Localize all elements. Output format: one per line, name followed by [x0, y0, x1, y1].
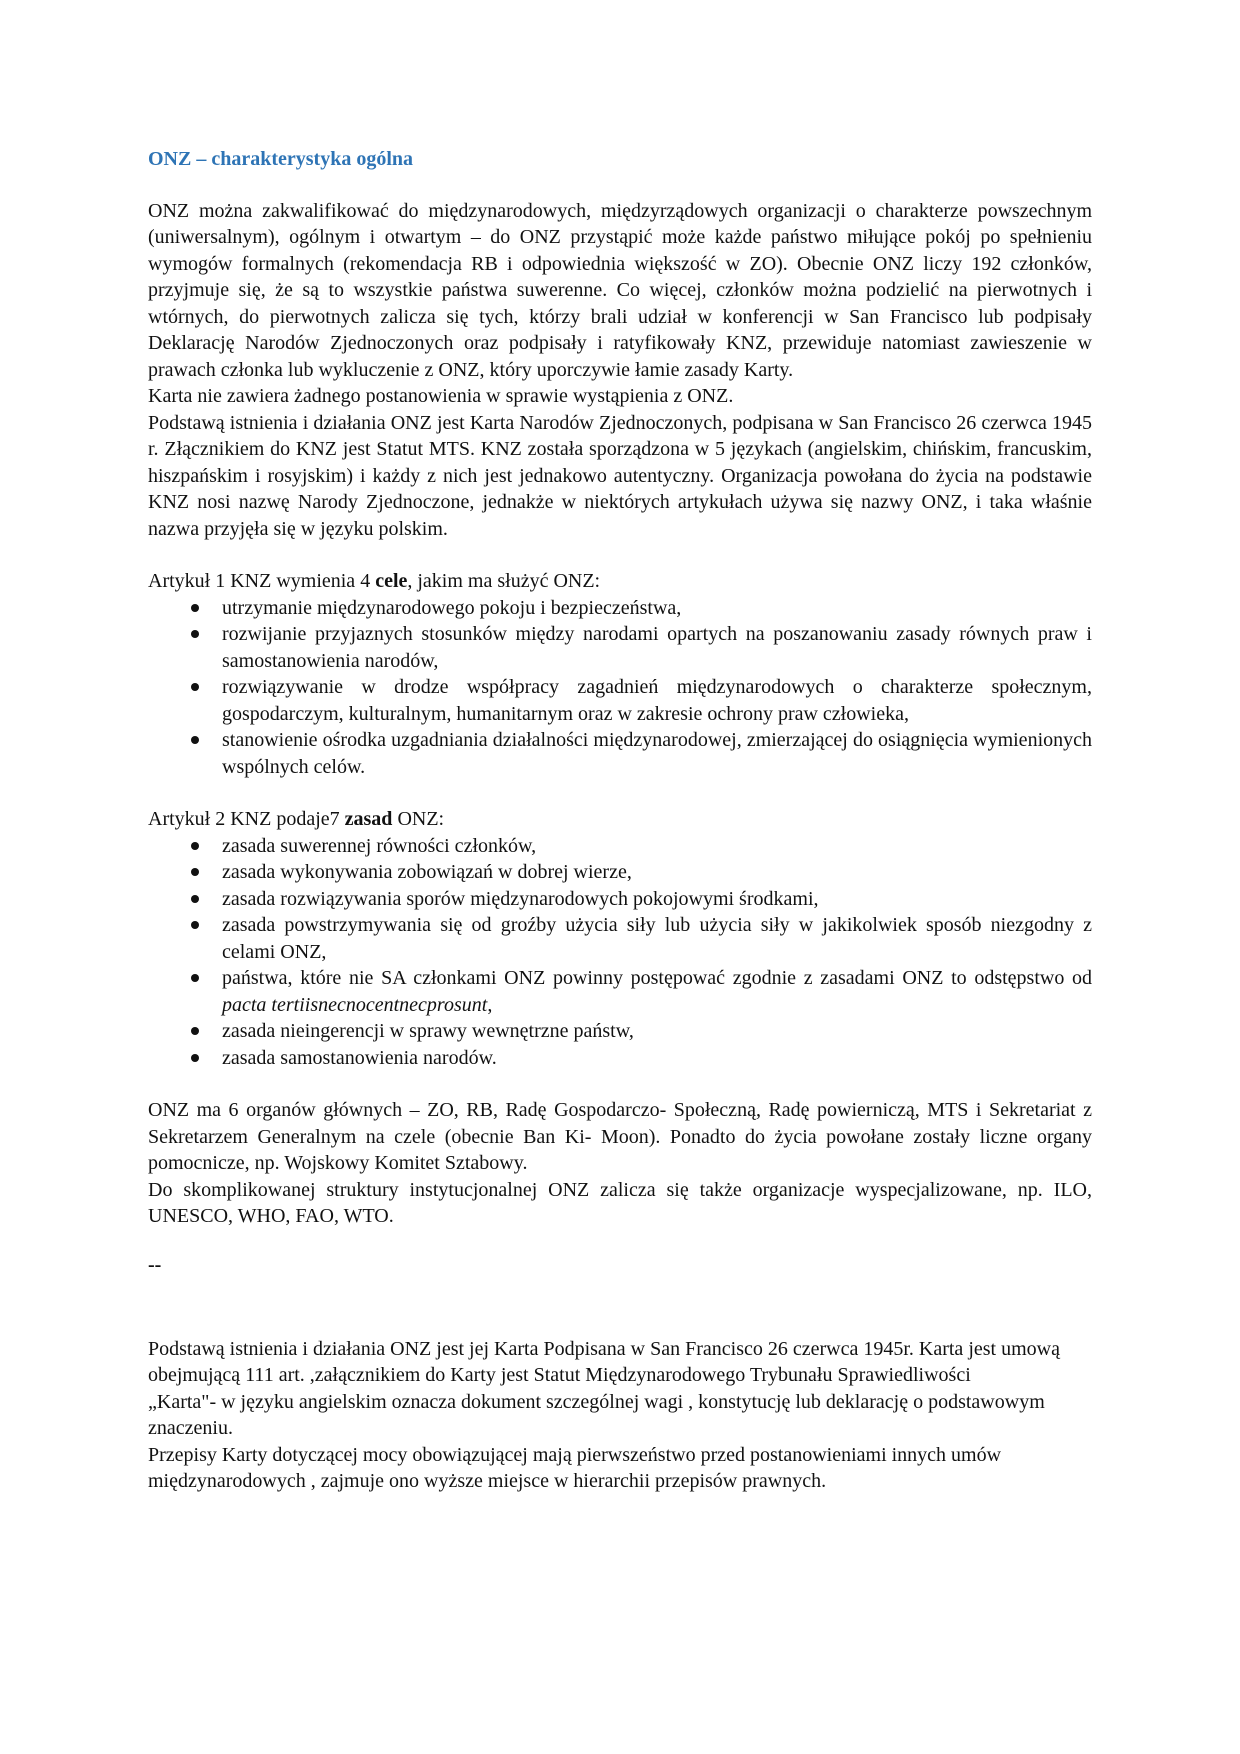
list-item-text: zasada samostanowienia narodów. [222, 1046, 497, 1069]
bullet-icon [191, 630, 199, 638]
paragraph-withdrawal: Karta nie zawiera żadnego postanowienia w sprawie wystąpienia z ONZ. [148, 385, 734, 407]
paragraph-karta-precedence: Przepisy Karty dotyczącej mocy obowiązującej mają pierwszeństwo przed postanowieniami innych umów międzynarodowych , zajmuje ono wyższe miejsce w hierarchii przepisów prawnych. [148, 1443, 1002, 1492]
list-item-text: zasada nieingerencji w sprawy wewnętrzne państw, [222, 1020, 634, 1042]
bullet-icon [191, 974, 199, 982]
document-title [148, 146, 1092, 173]
list-item-text: zasada powstrzymywania się od groźby użycia siły lub użycia siły w jakikolwiek sposób niezgodny z celami ONZ, [222, 914, 1092, 963]
document-page [148, 146, 1092, 1495]
paragraph-organs: ONZ ma 6 organów głównych – ZO, RB, Radę Gospodarczo- Społeczną, Radę powierniczą, MTS i Sekretariat z Sekretarzem Generalnym na czele (obecnie Ban Ki- Moon). Ponadto do życia powołane zostały liczne organy pomocnicze, np. Wojskowy Komitet Sztabowy. [148, 1099, 1092, 1174]
separator-dash: -- [148, 1253, 162, 1276]
article1-heading [148, 568, 1092, 595]
article2-heading-tail: ONZ: [392, 808, 445, 830]
list-item [148, 859, 1092, 886]
list-item-text: utrzymanie międzynarodowego pokoju i bezpieczeństwa, [222, 596, 682, 619]
paragraph-charter: Podstawą istnienia i działania ONZ jest Karta Narodów Zjednoczonych, podpisana w San Francisco 26 czerwca 1945 r. Złącznikiem do KNZ jest Statut MTS. KNZ została sporządzona w 5 językach (angielskim, chińskim, francuskim, hiszpańskim i rosyjskim) i każdy z nich jest jednakowo autentyczny. Organizacja powołana do życia na podstawie KNZ nosi nazwę Narody Zjednoczone, jednakże w niektórych artykułach używa się nazwy ONZ, i taka właśnie nazwa przyjęła się w języku polskim. [148, 411, 1092, 540]
list-item [148, 912, 1092, 965]
title-rest: – charakterystyka ogólna [191, 148, 414, 170]
article1-heading-bold: cele [375, 570, 408, 592]
list-item-text: zasada suwerennej równości członków, [222, 834, 537, 857]
list-item [148, 886, 1092, 913]
list-item [148, 621, 1092, 674]
list-item [148, 833, 1092, 860]
bullet-icon [191, 842, 199, 850]
article1-list [148, 595, 1092, 781]
list-item [148, 1018, 1092, 1045]
list-item-tail: , [487, 993, 493, 1016]
article2-heading [148, 806, 1092, 833]
list-item [148, 1045, 1092, 1072]
paragraph-intro: ONZ można zakwalifikować do międzynarodowych, międzyrządowych organizacji o charakterze powszechnym (uniwersalnym), ogólnym i otwartym – do ONZ przystąpić może każde państwo miłujące pokój po spełnieniu wymogów formalnych (rekomendacja RB i odpowiednia większość w ZO). Obecnie ONZ liczy 192 członków, przyjmuje się, że są to wszystkie państwa suwerenne. Co więcej, członków można podzielić na pierwotnych i wtórnych, do pierwotnych zalicza się tych, którzy brali udział w konferencji w San Francisco lub podpisały Deklarację Narodów Zjednoczonych oraz podpisały i ratyfikowały KNZ, przewiduje natomiast zawieszenie w prawach członka lub wykluczenie z ONZ, który uporczywie łamie zasady Karty. [148, 199, 1092, 381]
title-onz: ONZ [148, 148, 192, 170]
bullet-icon [191, 1054, 199, 1062]
bullet-icon [191, 736, 199, 744]
paragraph-agencies: Do skomplikowanej struktury instytucjonalnej ONZ zalicza się także organizacje wyspecjalizowane, np. ILO, UNESCO, WHO, FAO, WTO. [148, 1178, 1092, 1227]
latin-phrase: pacta tertiisnecnocentnecprosunt [222, 993, 488, 1016]
bullet-icon [191, 921, 199, 929]
bullet-icon [191, 1027, 199, 1035]
article1-heading-tail: , jakim ma służyć ONZ: [407, 570, 601, 592]
list-item [148, 674, 1092, 727]
bullet-icon [191, 868, 199, 876]
list-item-text: rozwiązywanie w drodze współpracy zagadnień międzynarodowych o charakterze społecznym, gospodarczym, kulturalnym, humanitarnym oraz w zakresie ochrony praw człowieka, [222, 676, 1092, 725]
bullet-icon [191, 895, 199, 903]
spacer [148, 542, 1092, 568]
article2-list [148, 833, 1092, 1072]
article1-heading-text: Artykuł 1 KNZ wymienia 4 [148, 570, 376, 592]
article2-heading-bold: zasad [344, 808, 393, 830]
list-item-text: rozwijanie przyjaznych stosunków między narodami opartych na poszanowaniu zasady równych praw i samostanowienia narodów, [222, 623, 1092, 672]
article2-heading-text: Artykuł 2 KNZ podaje7 [148, 808, 345, 830]
list-item-text: zasada wykonywania zobowiązań w dobrej wierze, [222, 861, 632, 883]
list-item [148, 965, 1092, 1018]
list-item [148, 595, 1092, 622]
list-item [148, 727, 1092, 780]
list-item-text: stanowienie ośrodka uzgadniania działalności międzynarodowej, zmierzającej do osiągnięcia wymienionych wspólnych celów. [222, 729, 1092, 778]
spacer [148, 1278, 1092, 1336]
paragraph-karta-meaning: „Karta"- w języku angielskim oznacza dokument szczególnej wagi , konstytucję lub deklarację o podstawowym znaczeniu. [148, 1390, 1045, 1439]
bullet-icon [191, 604, 199, 612]
bullet-icon [191, 683, 199, 691]
paragraph-charter-signing: Podstawą istnienia i działania ONZ jest jej Karta Podpisana w San Francisco 26 czerwca 1945r. Karta jest umową obejmującą 111 art. ,załącznikiem do Karty jest Statut Międzynarodowego Trybunału Sprawiedliwości [148, 1337, 1060, 1386]
list-item-text: zasada rozwiązywania sporów międzynarodowych pokojowymi środkami, [222, 887, 819, 910]
list-item-text: państwa, które nie SA członkami ONZ powinny postępować zgodnie z zasadami ONZ to odstępstwo od [222, 967, 1092, 989]
spacer [148, 780, 1092, 806]
spacer [148, 1071, 1092, 1097]
